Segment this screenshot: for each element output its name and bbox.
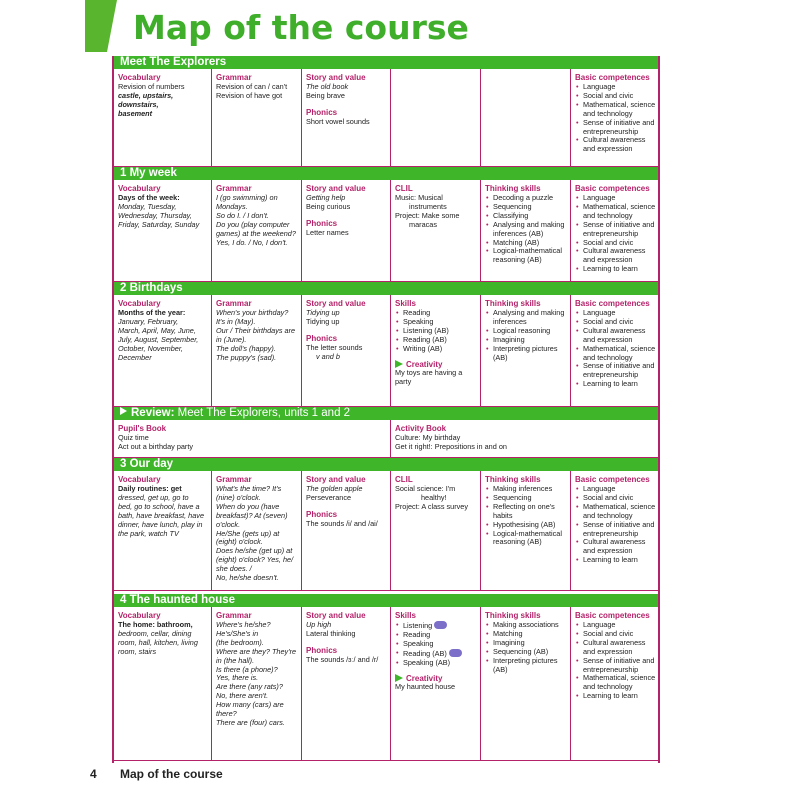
page-corner-tab [85,0,107,52]
unit-row-birthdays [114,295,658,407]
review-header: Review: Meet The Explorers, units 1 and 2 [114,407,658,420]
unit-row-haunted-house [114,607,658,761]
skills-cell: Skills • Listening • Reading • Speaking • Reading (AB) • Speaking (AB) Creativity My haunted house [391,607,481,761]
page-title: Map of the course [133,8,469,47]
thinking-skills-cell: Thinking skills • Decoding a puzzle • Sequencing • Classifying • Analysing and making inferences (AB) • Matching (AB) • Logical-mathematical reasoning (AB) [481,180,571,282]
creativity-arrow-icon [395,674,403,682]
footer-title: Map of the course [120,767,223,781]
unit-header: 3 Our day [114,458,658,471]
skills-cell: Skills • Reading • Speaking • Listening (AB) • Reading (AB) • Writing (AB) Creativity My toys are having a party [391,295,481,407]
unit-header: Meet The Explorers [114,56,658,69]
page-number: 4 [90,767,97,781]
thinking-skills-cell: Thinking skills • Making inferences • Sequencing • Reflecting on one's habits • Hypothesising (AB) • Logical-mathematical reasoning (AB) [481,471,571,591]
review-arrow-icon [120,407,127,415]
course-map-table [112,56,660,763]
thinking-skills-cell: Thinking skills • Analysing and making inferences • Logical reasoning • Imagining • Interpreting pictures (AB) [481,295,571,407]
thinking-skills-cell: Thinking skills • Making associations • Matching • Imagining • Sequencing (AB) • Interpreting pictures (AB) [481,607,571,761]
clil-cell: CLIL Social science: I'm healthy! Project: A class survey [391,471,481,591]
story-value-cell: Story and value Up high Lateral thinking Phonics The sounds /ɜː/ and /r/ [302,607,391,761]
grammar-cell: Grammar When's your birthday? It's in (May). Our / Their birthdays are in (June). The doll's (happy). The puppy's (sad). [212,295,302,407]
audio-icon[interactable] [434,621,447,629]
unit-row-meet-explorers [114,69,658,167]
unit-header: 1 My week [114,167,658,180]
unit-row-my-week [114,180,658,282]
vocabulary-cell: Vocabulary The home: bathroom, bedroom, cellar, dining room, hall, kitchen, living room, stairs [114,607,212,761]
grammar-cell: Grammar What's the time? It's (nine) o'clock. When do you (have breakfast)? At (seven) o'clock. He/She (gets up) at (eight) o'clock. Does he/she (get up) at (eight) o'clock? Yes, he/ she does. / No, he/she doesn't. [212,471,302,591]
grammar-cell: Grammar Revision of can / can't Revision of have got [212,69,302,167]
unit-row-our-day [114,471,658,591]
competences-cell: Basic competences • Language • Social and civic • Cultural awareness and expression • Sense of initiative and entrepreneurship • Mathematical, science and technology • Learning to learn [571,607,660,761]
audio-icon[interactable] [449,649,462,657]
vocabulary-cell: Vocabulary Months of the year: January, February, March, April, May, June, July, August, September, October, November, December [114,295,212,407]
competences-cell: Basic competences • Language • Social and civic • Mathematical, science and technology • Sense of initiative and entrepreneurship • Cultural awareness and expression • Learning to learn [571,471,660,591]
vocabulary-cell: Vocabulary Daily routines: get dressed, get up, go to bed, go to school, have a bath, have breakfast, have dinner, have lunch, play in the park, watch TV [114,471,212,591]
story-value-cell: Story and value Tidying up Tidying up Phonics The letter sounds v and b [302,295,391,407]
story-value-cell: Story and value The golden apple Perseverance Phonics The sounds /i/ and /ai/ [302,471,391,591]
review-row [114,420,658,458]
unit-header: 2 Birthdays [114,282,658,295]
vocabulary-cell: Vocabulary Days of the week: Monday, Tuesday, Wednesday, Thursday, Friday, Saturday, Sunday [114,180,212,282]
competences-cell: Basic competences • Language • Social and civic • Mathematical, science and technology • Sense of initiative and entrepreneurship • Cultural awareness and expression [571,69,660,167]
story-value-cell: Story and value The old book Being brave Phonics Short vowel sounds [302,69,391,167]
creativity-arrow-icon [395,360,403,368]
empty-cell [481,69,571,167]
unit-header: 4 The haunted house [114,594,658,607]
vocabulary-cell: Vocabulary Revision of numbers castle, upstairs, downstairs, basement [114,69,212,167]
grammar-cell: Grammar I (go swimming) on Mondays. So do I. / I don't. Do you (play computer games) at the weekend? Yes, I do. / No, I don't. [212,180,302,282]
competences-cell: Basic competences • Language • Social and civic • Cultural awareness and expression • Mathematical, science and technology • Sense of initiative and entrepreneurship • Learning to learn [571,295,660,407]
clil-cell: CLIL Music: Musical instruments Project: Make some maracas [391,180,481,282]
story-value-cell: Story and value Getting help Being curious Phonics Letter names [302,180,391,282]
competences-cell: Basic competences • Language • Mathematical, science and technology • Sense of initiative and entrepreneurship • Social and civic • Cultural awareness and expression • Learning to learn [571,180,660,282]
pupils-book-cell: Pupil's Book Quiz time Act out a birthday party [114,420,391,458]
empty-cell [391,69,481,167]
activity-book-cell: Activity Book Culture: My birthday Get it right!: Prepositions in and on [395,424,507,451]
grammar-cell: Grammar Where's he/she? He's/She's in (the bedroom). Where are they? They're in (the hall). Is there (a phone)? Yes, there is. Are there (any rats)? No, there aren't. How many (cars) are there? There are (four) cars. [212,607,302,761]
